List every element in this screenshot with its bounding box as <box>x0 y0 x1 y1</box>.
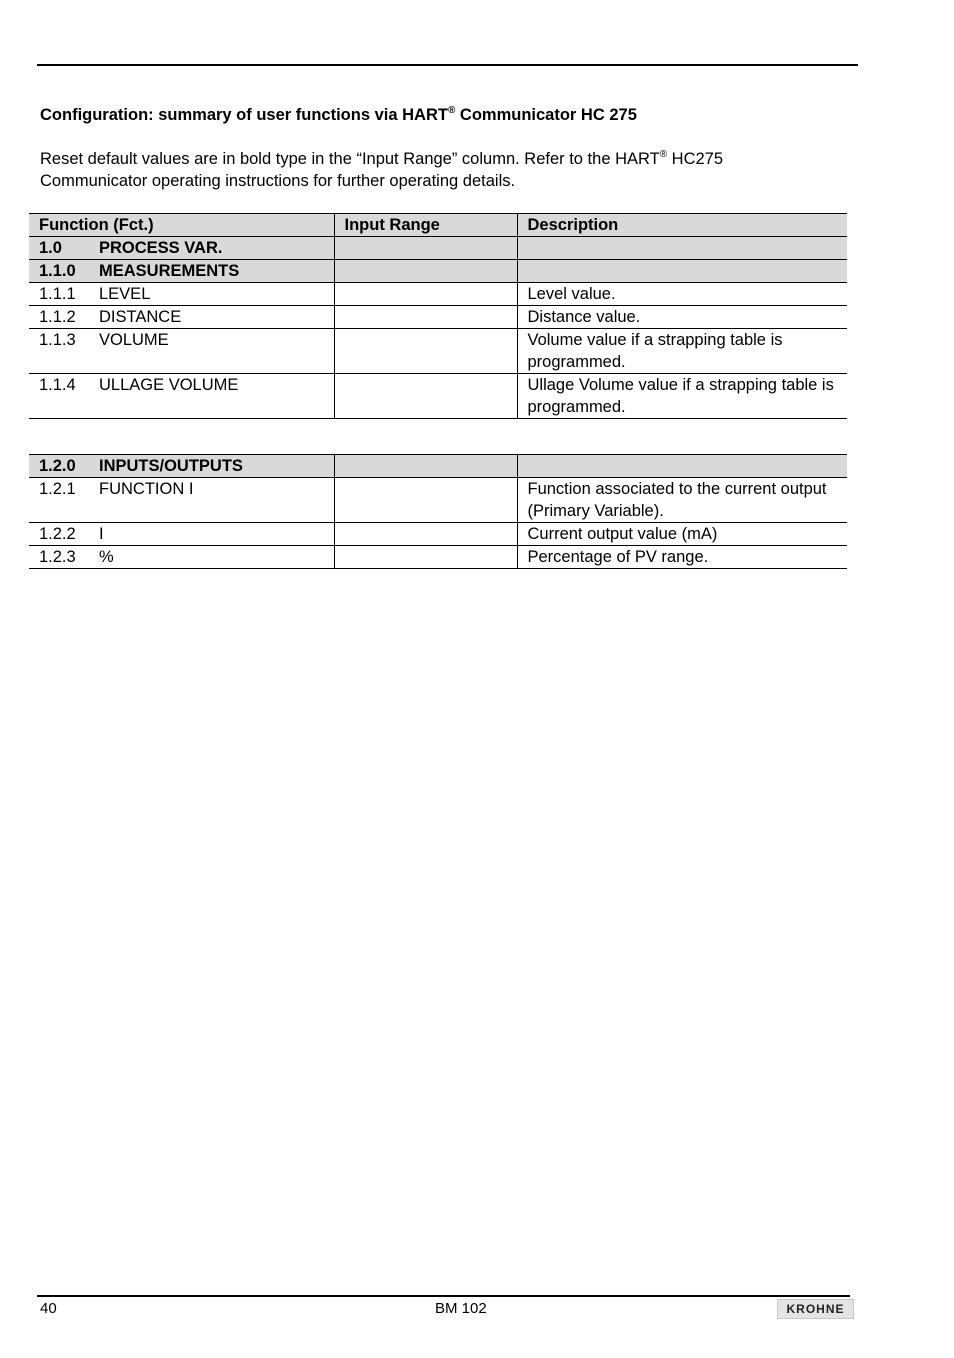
input-range-cell <box>334 329 517 374</box>
table-row <box>29 283 847 306</box>
top-rule <box>37 64 858 66</box>
registered-mark: ® <box>447 105 456 116</box>
input-range-cell <box>334 523 517 546</box>
header-description: Description <box>517 214 847 237</box>
table-row <box>29 478 847 523</box>
description-cell: Current output value (mA) <box>517 523 847 546</box>
table-row <box>29 260 847 283</box>
input-range-cell <box>334 260 517 283</box>
description-cell: Distance value. <box>517 306 847 329</box>
function-cell: 1.1.4 ULLAGE VOLUME <box>29 374 334 419</box>
input-range-cell <box>334 455 517 478</box>
function-cell: 1.1.1 LEVEL <box>29 283 334 306</box>
table-row <box>29 237 847 260</box>
intro-paragraph: Reset default values are in bold type in the “Input Range” column. Refer to the HART® HC275 Communicator operating instructions for further operating details. <box>40 149 724 190</box>
input-range-cell <box>334 374 517 419</box>
description-cell <box>517 237 847 260</box>
page-number: 40 <box>40 1300 57 1317</box>
registered-mark: ® <box>659 149 668 160</box>
function-cell: 1.2.3 % <box>29 546 334 569</box>
function-table-inputs-outputs <box>29 454 847 569</box>
description-cell: Ullage Volume value if a strapping table is programmed. <box>517 374 847 419</box>
description-cell <box>517 260 847 283</box>
function-cell: 1.0 PROCESS VAR. <box>29 237 334 260</box>
bottom-rule <box>37 1295 850 1297</box>
description-cell: Percentage of PV range. <box>517 546 847 569</box>
input-range-cell <box>334 306 517 329</box>
table-row <box>29 374 847 419</box>
table-row <box>29 546 847 569</box>
function-cell: 1.1.3 VOLUME <box>29 329 334 374</box>
input-range-cell <box>334 478 517 523</box>
table-row <box>29 329 847 374</box>
function-table-process-var <box>29 213 847 419</box>
description-cell: Function associated to the current output (Primary Variable). <box>517 478 847 523</box>
function-cell: 1.2.1 FUNCTION I <box>29 478 334 523</box>
function-cell: 1.1.2 DISTANCE <box>29 306 334 329</box>
header-function: Function (Fct.) <box>29 214 334 237</box>
function-cell: 1.1.0 MEASUREMENTS <box>29 260 334 283</box>
krohne-logo: KROHNE <box>777 1299 854 1319</box>
function-cell: 1.2.2 I <box>29 523 334 546</box>
header-input-range: Input Range <box>334 214 517 237</box>
description-cell: Level value. <box>517 283 847 306</box>
description-cell <box>517 455 847 478</box>
description-cell: Volume value if a strapping table is programmed. <box>517 329 847 374</box>
document-code: BM 102 <box>435 1300 487 1317</box>
section-heading: Configuration: summary of user functions via HART® Communicator HC 275 <box>40 105 637 124</box>
function-cell: 1.2.0 INPUTS/OUTPUTS <box>29 455 334 478</box>
table-header-row <box>29 214 847 237</box>
input-range-cell <box>334 237 517 260</box>
table-row <box>29 455 847 478</box>
input-range-cell <box>334 283 517 306</box>
input-range-cell <box>334 546 517 569</box>
table-row <box>29 306 847 329</box>
table-row <box>29 523 847 546</box>
